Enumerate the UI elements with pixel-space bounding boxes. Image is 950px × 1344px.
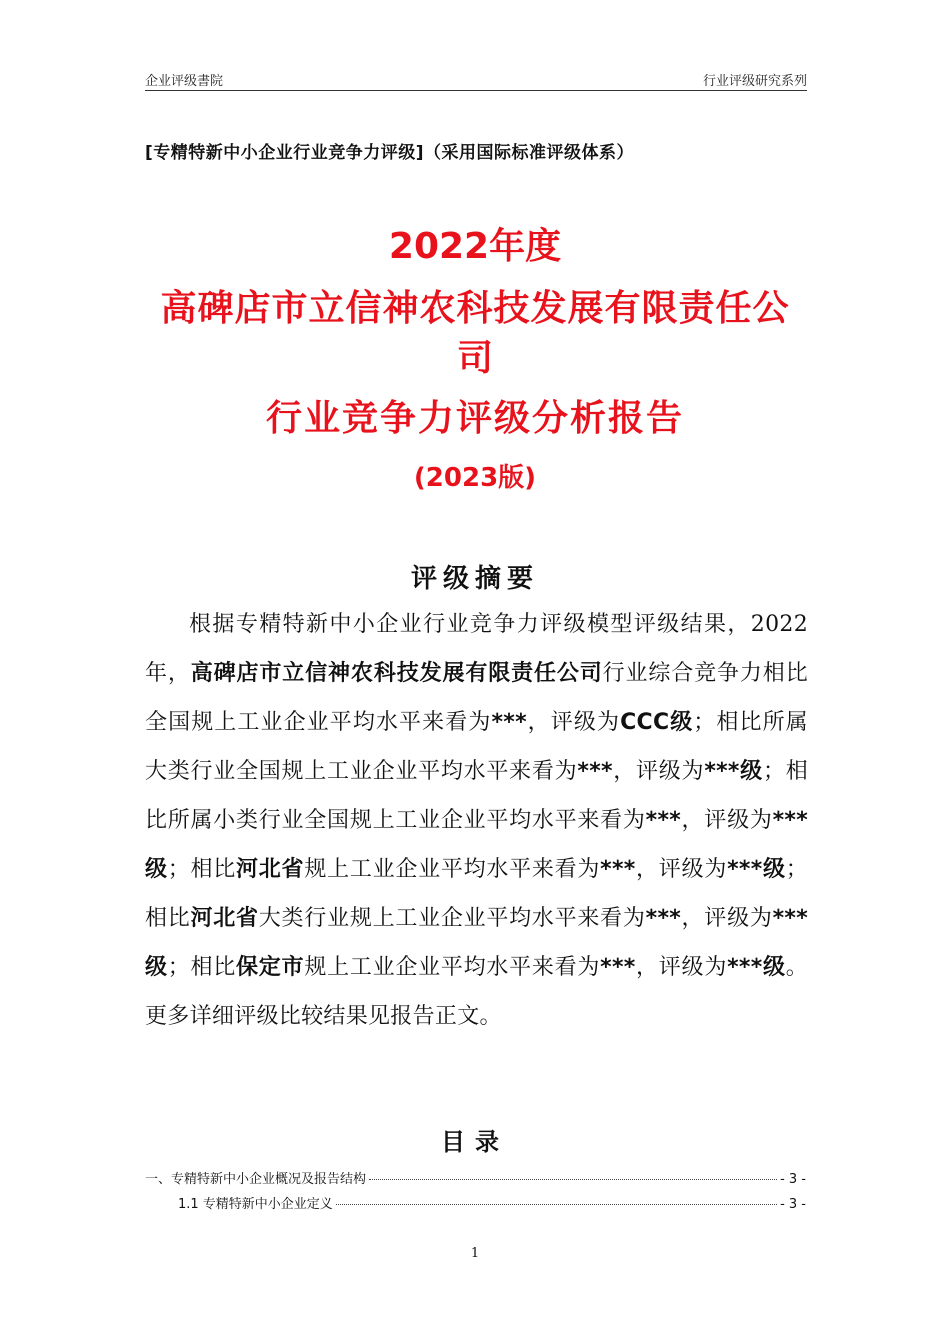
report-subtitle: [专精特新中小企业行业竞争力评级]（采用国际标准评级体系） — [145, 143, 635, 163]
summary-text: ，评级为 — [612, 759, 705, 784]
summary-text: 行业综合竞争力相比全国规上工业企业平均水平来看为 — [145, 661, 808, 735]
summary-value: *** — [645, 906, 682, 931]
summary-province: 河北省 — [190, 906, 259, 931]
summary-value: *** — [600, 955, 636, 980]
summary-heading: 评级摘要 — [410, 564, 539, 594]
summary-grade: ***级 — [727, 857, 786, 882]
summary-text: 大类行业规上工业企业平均水平来看为 — [258, 906, 646, 931]
header-left-text: 企业评级書院 — [145, 74, 224, 89]
summary-text: ，评级为 — [681, 906, 773, 931]
summary-text: 规上工业企业平均水平来看为 — [304, 955, 601, 980]
summary-city: 保定市 — [236, 955, 305, 980]
summary-value: *** — [645, 808, 682, 833]
toc-entry-page: - 3 - — [780, 1172, 806, 1187]
toc-leader-dots — [336, 1204, 777, 1205]
summary-text: ；相比所属大类行业全国规上工业企业平均水平来看为 — [145, 710, 808, 784]
summary-company: 高碑店市立信神农科技发展有限责任公司 — [190, 661, 603, 686]
title-company: 高碑店市立信神农科技发展有限责任公 — [160, 288, 790, 329]
summary-grade: ***级 — [727, 955, 786, 980]
toc-entry-page: - 3 - — [780, 1197, 806, 1212]
title-year: 2022年度 — [388, 226, 562, 267]
toc-heading: 目录 — [441, 1128, 509, 1156]
summary-value: *** — [577, 759, 613, 784]
toc-entry-label: 一、专精特新中小企业概况及报告结构 — [145, 1172, 367, 1187]
toc-entry[interactable] — [145, 1168, 806, 1190]
title-edition: (2023版) — [413, 463, 537, 493]
header-right-text: 行业评级研究系列 — [702, 74, 807, 89]
summary-text: ，评级为 — [526, 710, 621, 735]
summary-text: 规上工业企业平均水平来看为 — [304, 857, 601, 882]
summary-text: ，评级为 — [635, 857, 728, 882]
summary-grade: ***级 — [145, 906, 808, 980]
summary-text: ；相比 — [167, 955, 237, 980]
toc-entry-label: 1.1 专精特新中小企业定义 — [178, 1197, 333, 1212]
summary-province: 河北省 — [236, 857, 305, 882]
summary-text: ，评级为 — [681, 808, 773, 833]
summary-text: ；相比 — [167, 857, 237, 882]
summary-value: *** — [600, 857, 636, 882]
summary-grade: CCC级 — [620, 710, 694, 735]
page-number: 1 — [470, 1246, 480, 1261]
summary-text: 。更多详细评级比较结果见报告正文。 — [145, 955, 809, 1029]
summary-grade: ***级 — [704, 759, 763, 784]
summary-text: ；相比 — [145, 857, 809, 931]
title-company-wrap: 司 — [456, 338, 493, 379]
title-report-name: 行业竞争力评级分析报告 — [265, 398, 684, 439]
summary-paragraph — [145, 600, 808, 1041]
summary-text: ，评级为 — [635, 955, 728, 980]
toc-leader-dots — [369, 1179, 777, 1180]
summary-text: 根据专精特新中小企业行业竞争力评级模型评级结果，2022年， — [145, 612, 808, 686]
summary-grade: ***级 — [145, 808, 809, 882]
summary-value: *** — [491, 710, 527, 735]
toc-entry[interactable] — [145, 1193, 806, 1215]
page-header — [145, 70, 807, 91]
summary-text: ；相比所属小类行业全国规上工业企业平均水平来看为 — [145, 759, 809, 833]
